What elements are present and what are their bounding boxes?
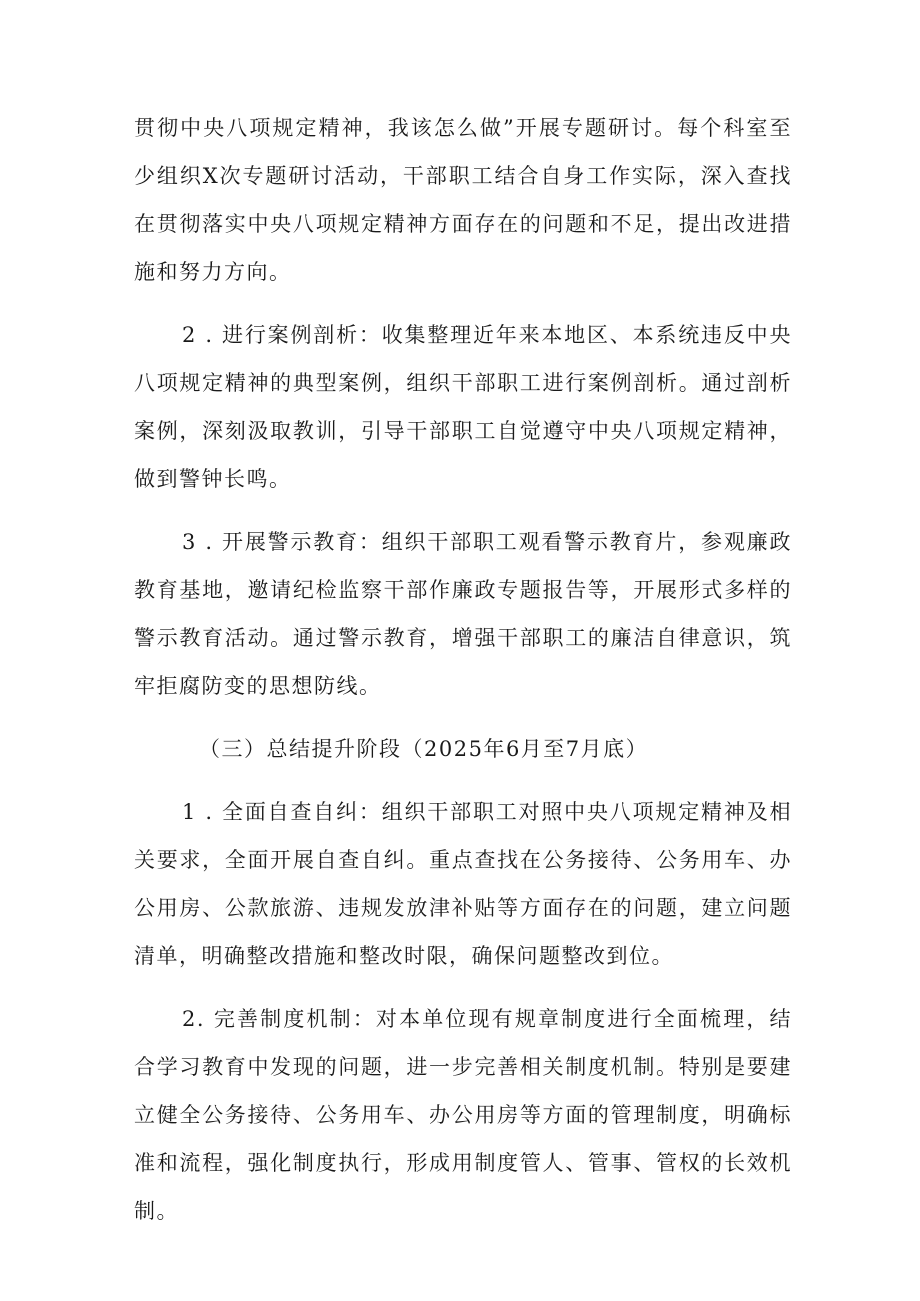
paragraph-system-improvement: 2. 完善制度机制：对本单位现有规章制度进行全面梳理，结合学习教育中发现的问题，进一步完善相关制度机制。特别是要建立健全公务接待、公务用车、办公用房等方面的管理制度，明确标准和流程，强化制度执行，形成用制度管人、管事、管权的长效机制。 — [134, 1007, 792, 1223]
section-heading-summary-stage: （三）总结提升阶段（2025年6月至7月底） — [199, 737, 649, 761]
paragraph-self-inspection: 1 . 全面自查自纠：组织干部职工对照中央八项规定精神及相关要求，全面开展自查自纠。重点查找在公务接待、公务用车、办公用房、公款旅游、违规发放津补贴等方面存在的问题，建立问题清单，明确整改措施和整改时限，确保问题整改到位。 — [134, 800, 792, 968]
paragraph-warning-education: 3 . 开展警示教育：组织干部职工观看警示教育片，参观廉政教育基地，邀请纪检监察干部作廉政专题报告等，开展形式多样的警示教育活动。通过警示教育，增强干部职工的廉洁自律意识，筑牢拒腐防变的思想防线。 — [134, 530, 792, 698]
paragraph-case-analysis: 2 . 进行案例剖析：收集整理近年来本地区、本系统违反中央八项规定精神的典型案例，组织干部职工进行案例剖析。通过剖析案例，深刻汲取教训，引导干部职工自觉遵守中央八项规定精神，做到警钟长鸣。 — [134, 323, 792, 491]
document-body — [134, 104, 792, 1250]
paragraph-study-discussion-continuation: 贯彻中央八项规定精神，我该怎么做”开展专题研讨。每个科室至少组织X次专题研讨活动，干部职工结合自身工作实际，深入查找在贯彻落实中央八项规定精神方面存在的问题和不足，提出改进措施和努力方向。 — [134, 116, 792, 284]
